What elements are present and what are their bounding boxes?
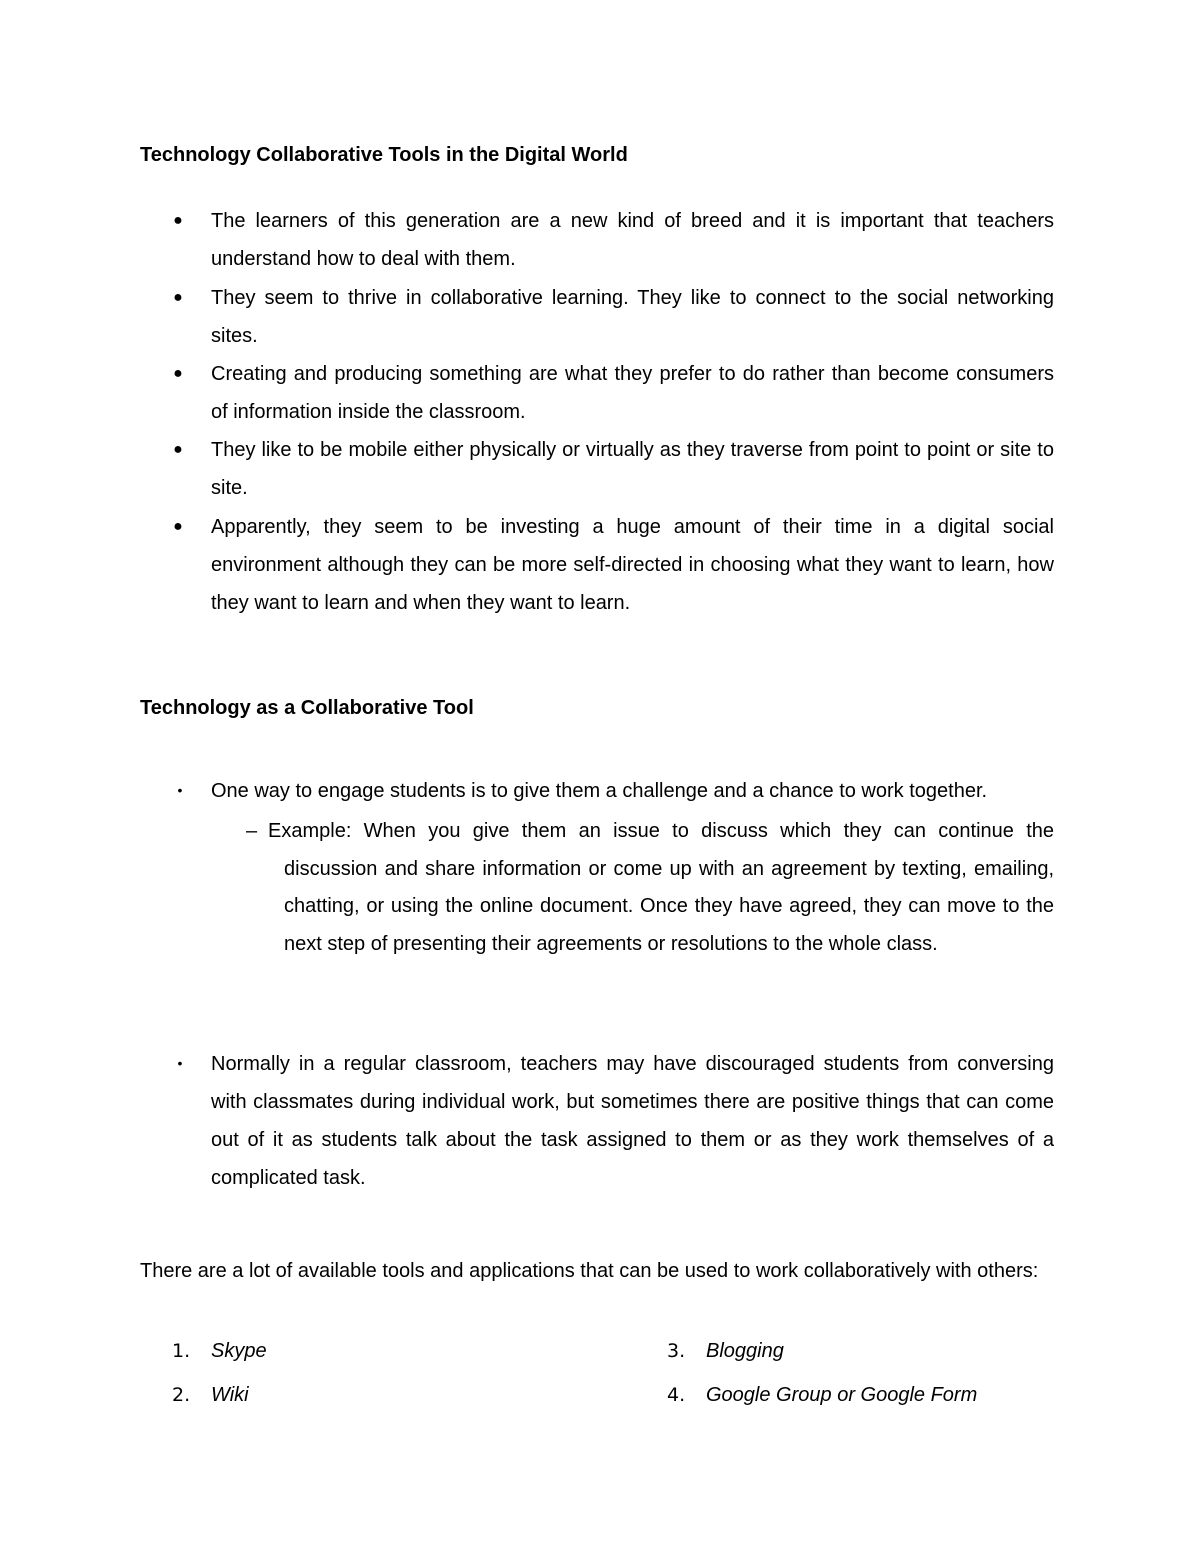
list-number: 2. — [172, 1384, 191, 1406]
tools-intro: There are a lot of available tools and applications that can be used to work collaboratively with others: — [140, 1260, 1039, 1282]
tool-item: Google Group or Google Form — [706, 1384, 978, 1406]
bullet-dot: ● — [173, 289, 183, 306]
bullet-text: Creating and producing something are what they prefer to do rather than become consumers of information inside the classroom. — [211, 363, 1054, 423]
bullet-text: They like to be mobile either physically or virtually as they traverse from point to point or site to site. — [211, 439, 1054, 499]
bullet-text: They seem to thrive in collaborative learning. They like to connect to the social networking sites. — [211, 287, 1054, 347]
bullet-dot: ● — [173, 518, 183, 535]
tool-item: Wiki — [211, 1384, 249, 1406]
list-number: 4. — [667, 1384, 686, 1406]
tool-item: Skype — [211, 1340, 267, 1362]
sub-bullet-dash: – — [246, 820, 258, 842]
bullet-dot: • — [177, 1055, 183, 1071]
bullet-text: Apparently, they seem to be investing a huge amount of their time in a digital social environment although they can be more self-directed in choosing what they want to learn, how they want to learn and when they want to learn. — [211, 516, 1054, 614]
sub-bullet-text-first — [268, 813, 1054, 963]
list-number: 3. — [667, 1340, 686, 1362]
bullet-text: One way to engage students is to give them a challenge and a chance to work together. — [211, 780, 988, 802]
section-heading-digital-world: Technology Collaborative Tools in the Digital World — [140, 144, 628, 166]
section-heading-collaborative-tool: Technology as a Collaborative Tool — [140, 697, 474, 719]
bullet-dot: ● — [173, 365, 183, 382]
list-number: 1. — [172, 1340, 191, 1362]
bullet-dot: ● — [173, 212, 183, 229]
tool-item: Blogging — [706, 1340, 784, 1362]
bullet-text: The learners of this generation are a new kind of breed and it is important that teachers understand how to deal with them. — [211, 210, 1054, 270]
bullet-dot: • — [177, 782, 183, 798]
bullet-dot: ● — [173, 441, 183, 458]
sub-bullet-text: Example: When you give them an issue to discuss which they can continue the discussion and share information or come up with an agreement by texting, emailing, chatting, or using the online document. Once they have agreed, they can move to the next step of presenting their agreements or resolutions to the whole class. — [268, 820, 1054, 955]
bullet-text: Normally in a regular classroom, teachers may have discouraged students from conversing with classmates during individual work, but sometimes there are positive things that can come out of it as students talk about the task assigned to them or as they work themselves of a complicated task. — [211, 1053, 1054, 1189]
